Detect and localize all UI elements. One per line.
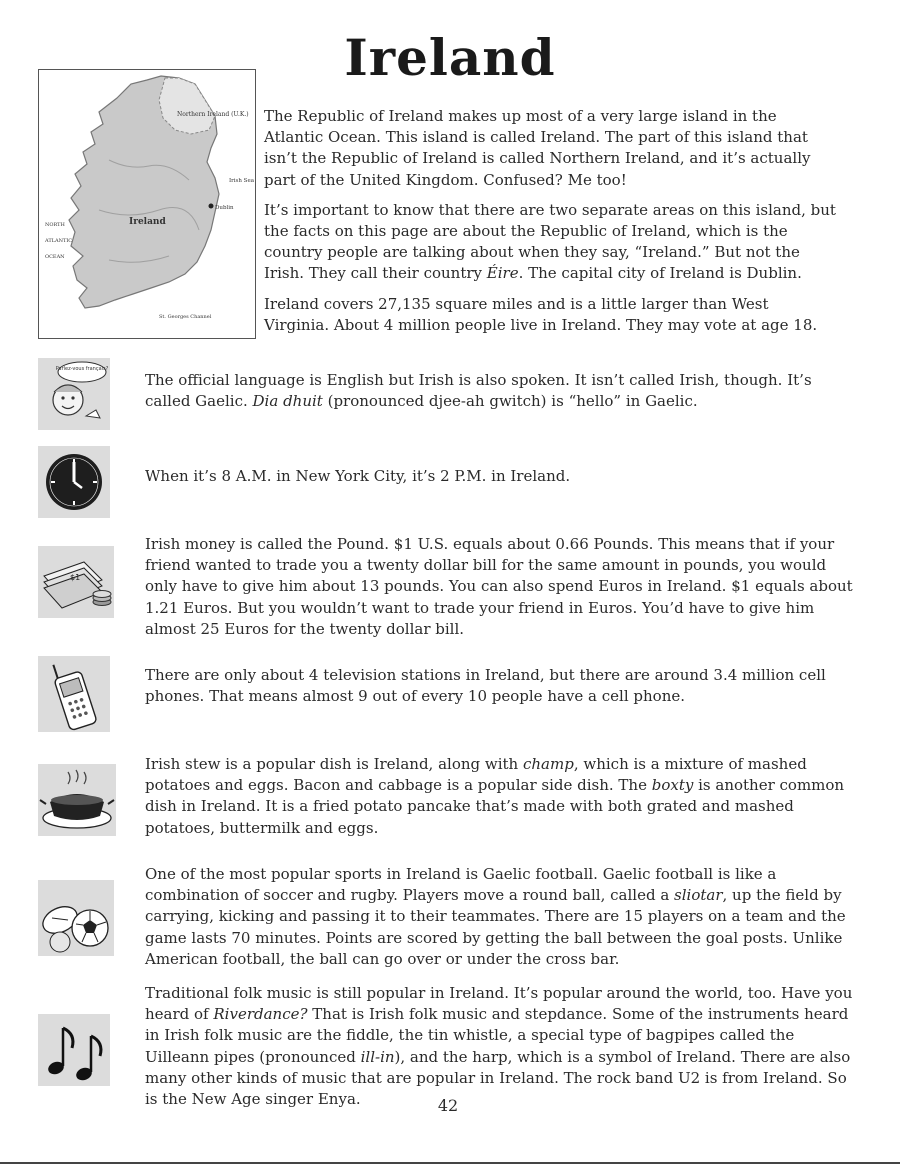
music-section — [145, 983, 857, 1119]
food-italic-1: champ — [522, 755, 574, 773]
sports-text-a: One of the most popular sports in Ireland is Gaelic football. Gaelic football is like a combination of soccer and rugby. Players move a round ball, called a — [145, 865, 777, 905]
food-text — [145, 754, 857, 839]
sports-text-b: , up the field by carrying, kicking and passing it to their teammates. There are 15 players on a team and the game lasts 70 minutes. Points are scored by getting the ball between the goal posts. Unlike American football, the ball can go over or under the cross bar. — [145, 886, 846, 968]
ireland-map — [38, 69, 256, 339]
map-label-dublin: Dublin — [215, 205, 234, 211]
music-text — [145, 983, 857, 1110]
map-label-irish-sea: Irish Sea — [229, 178, 254, 184]
map-label-ireland: Ireland — [129, 217, 166, 227]
food-italic-2: boxty — [651, 776, 694, 795]
sports-section — [145, 864, 857, 979]
food-text-c: is another common dish in Ireland. It is a fried potato pancake that’s made with both grated and mashed potatoes, buttermilk and eggs. — [145, 776, 845, 837]
money-section — [145, 534, 857, 649]
sports-italic: sliotar — [674, 886, 723, 905]
language-italic: Dia dhuit — [252, 392, 323, 411]
music-italic-1: Riverdance? — [213, 1005, 308, 1024]
time-text: When it’s 8 A.M. in New York City, it’s 2 P.M. in Ireland. — [145, 467, 571, 485]
music-text-a: Traditional folk music is still popular in Ireland. It’s popular around the world, too. Have you heard of — [145, 984, 853, 1024]
food-text-b: , which is a mixture of mashed potatoes and eggs. Bacon and cabbage is a popular side dish. The — [145, 755, 807, 795]
bill-label: $1 — [70, 573, 81, 582]
language-section — [145, 370, 857, 421]
page-title: Ireland — [344, 28, 556, 87]
sports-balls-icon — [38, 880, 110, 952]
phones-text: There are only about 4 television stations in Ireland, but there are around 3.4 million cell phones. That means almost 9 out of every 10 people have a cell phone. — [145, 666, 826, 706]
intro-paragraph-1: The Republic of Ireland makes up most of a very large island in the Atlantic Ocean. This island is called Ireland. The part of this island that isn’t the Republic of Ireland is called Northern Ireland, and it’s actually part of the United Kingdom. Confused? Me too! — [264, 107, 811, 189]
ireland-map-graphic — [39, 70, 255, 338]
food-text-a: Irish stew is a popular dish is Ireland, along with — [145, 755, 523, 773]
phones-section — [145, 665, 857, 716]
language-text-a: The official language is English but Irish is also spoken. It isn’t called Irish, though. It’s called Gaelic. — [145, 371, 812, 411]
language-icon — [38, 358, 110, 430]
sports-text — [145, 864, 857, 970]
clock-icon — [38, 446, 110, 518]
music-text-c: ), and the harp, which is a symbol of Ireland. There are also many other kinds of music that are popular in Ireland. The rock band U2 is from Ireland. So is the New Age singer Enya. — [145, 1047, 851, 1109]
food-section — [145, 754, 857, 848]
intro-paragraph-2 — [264, 200, 836, 285]
money-icon — [38, 546, 110, 618]
food-icon — [38, 764, 110, 836]
language-text-b: (pronounced djee-ah gwitch) is “hello” in Gaelic. — [322, 392, 698, 411]
language-text — [145, 370, 857, 412]
speech-bubble-text: Parlez-vous français? — [55, 366, 109, 372]
money-text: Irish money is called the Pound. $1 U.S. equals about 0.66 Pounds. This means that if your friend wanted to trade you a twenty dollar bill for the same amount in pounds, you would only have to give him about 13 pounds. You can also spend Euros in Ireland. $1 equals about 1.21 Euros. But you wouldn’t want to trade your friend in Euros. You’d have to give him almost 25 Euros for the twenty dollar bill. — [145, 535, 853, 638]
intro-paragraph-3: Ireland covers 27,135 square miles and is a little larger than West Virginia. About 4 million people live in Ireland. They may vote at age 18. — [264, 294, 818, 334]
music-notes-icon — [38, 1014, 110, 1086]
map-label-north: Northern Ireland (U.K.) — [177, 111, 249, 118]
map-label-ocean-3: OCEAN — [45, 254, 65, 260]
map-label-ocean-1: NORTH — [45, 222, 65, 228]
music-italic-2: ill-in — [360, 1047, 395, 1066]
time-section — [145, 466, 857, 496]
intro-p2-text-a: It’s important to know that there are two separate areas on this island, but the facts on this page are about the Republic of Ireland, which is the country people are talking about when they say, “Ireland.” But not the Irish. They call their country — [264, 200, 836, 283]
intro-p2-text-b: . The capital city of Ireland is Dublin. — [518, 264, 802, 283]
page-number: 42 — [437, 1096, 459, 1115]
map-label-ocean-2: ATLANTIC — [45, 238, 73, 244]
map-label-channel: St. Georges Channel — [159, 314, 212, 320]
cell-phone-icon — [38, 656, 110, 728]
intro-p2-italic: Éire — [486, 264, 519, 283]
intro-text — [264, 106, 836, 345]
music-text-b: That is Irish folk music and stepdance. Some of the instruments heard in Irish folk music are the fiddle, the tin whistle, a special type of bagpipes called the Uilleann pipes (pronounced — [145, 1005, 849, 1066]
